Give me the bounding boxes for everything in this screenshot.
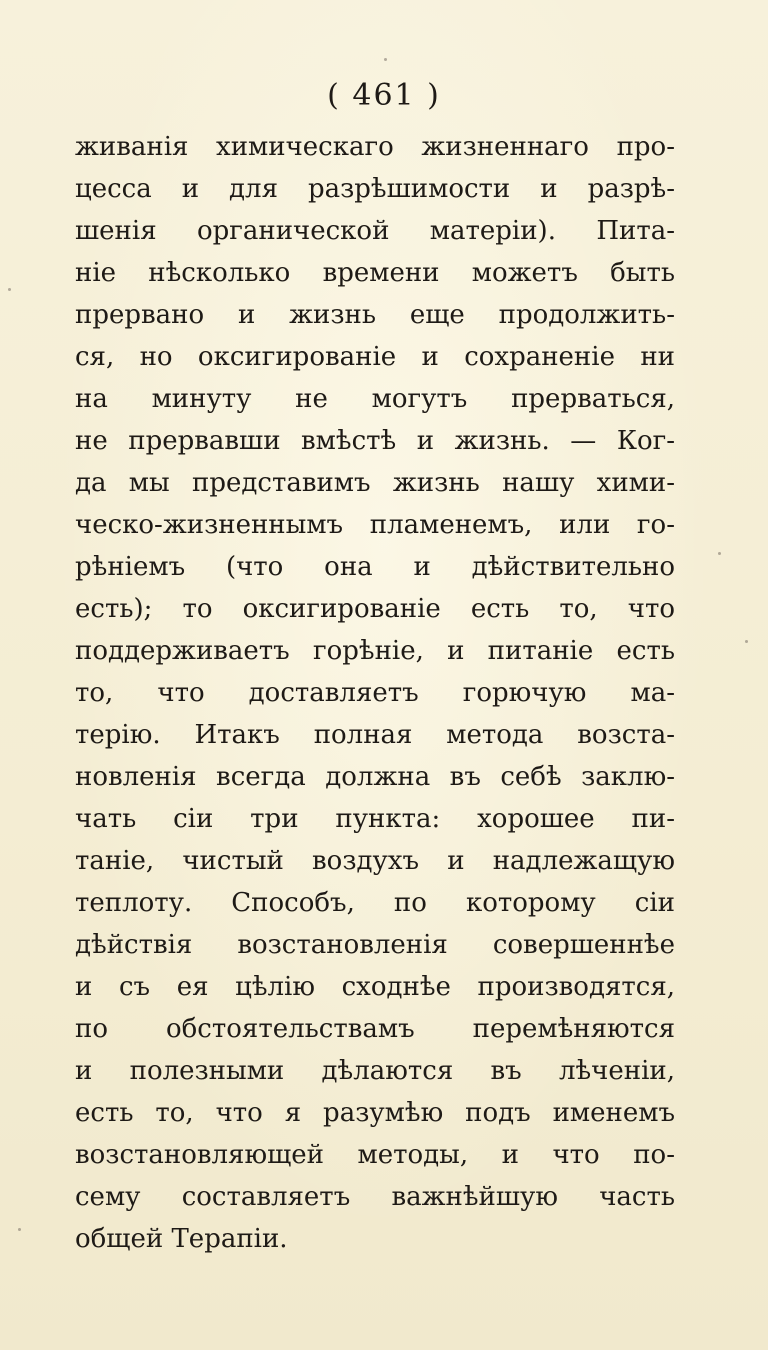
text-line: есть); то оксигированіе есть то, что	[75, 594, 675, 624]
paper-speck	[18, 1228, 21, 1231]
paper-speck	[384, 58, 387, 61]
text-line: возстановляющей методы, и что по-	[75, 1140, 675, 1170]
text-line: поддерживаетъ горѣніе, и питаніе есть	[75, 636, 675, 666]
text-line: сему составляетъ важнѣйшую часть	[75, 1182, 675, 1212]
body-text	[75, 126, 675, 1260]
page-number: ( 461 )	[327, 78, 441, 113]
text-line: общей Терапіи.	[75, 1224, 288, 1254]
text-line: шенія органической матеріи). Пита-	[75, 216, 675, 246]
text-line: да мы представимъ жизнь нашу хими-	[75, 468, 675, 498]
text-line: чать сіи три пункта: хорошее пи-	[75, 804, 675, 834]
text-line: живанія химическаго жизненнаго про-	[75, 132, 675, 162]
text-line: новленія всегда должна въ себѣ заклю-	[75, 762, 675, 792]
text-line: дѣйствія возстановленія совершеннѣе	[75, 930, 675, 960]
text-line: есть то, что я разумѣю подъ именемъ	[75, 1098, 675, 1128]
text-line: и съ ея цѣлію сходнѣе производятся,	[75, 972, 675, 1002]
text-line: ся, но оксигированіе и сохраненіе ни	[75, 342, 675, 372]
text-line: то, что доставляетъ горючую ма-	[75, 678, 675, 708]
text-line: ніе нѣсколько времени можетъ быть	[75, 258, 675, 288]
paper-speck	[8, 288, 11, 291]
text-line: и полезными дѣлаются въ лѣченіи,	[75, 1056, 675, 1086]
text-line: не прервавши вмѣстѣ и жизнь. — Ког-	[75, 426, 675, 456]
text-line: цесса и для разрѣшимости и разрѣ-	[75, 174, 675, 204]
text-line: ческо-жизненнымъ пламенемъ, или го-	[75, 510, 675, 540]
paper-speck	[745, 640, 748, 643]
paper-speck	[718, 552, 721, 555]
text-line: по обстоятельствамъ перемѣняются	[75, 1014, 675, 1044]
text-line: рѣніемъ (что она и дѣйствительно	[75, 552, 675, 582]
text-line: прервано и жизнь еще продолжить-	[75, 300, 675, 330]
text-line: терію. Итакъ полная метода возста-	[75, 720, 675, 750]
text-line: на минуту не могутъ прерваться,	[75, 384, 675, 414]
text-line: таніе, чистый воздухъ и надлежащую	[75, 846, 675, 876]
text-line: теплоту. Способъ, по которому сіи	[75, 888, 675, 918]
